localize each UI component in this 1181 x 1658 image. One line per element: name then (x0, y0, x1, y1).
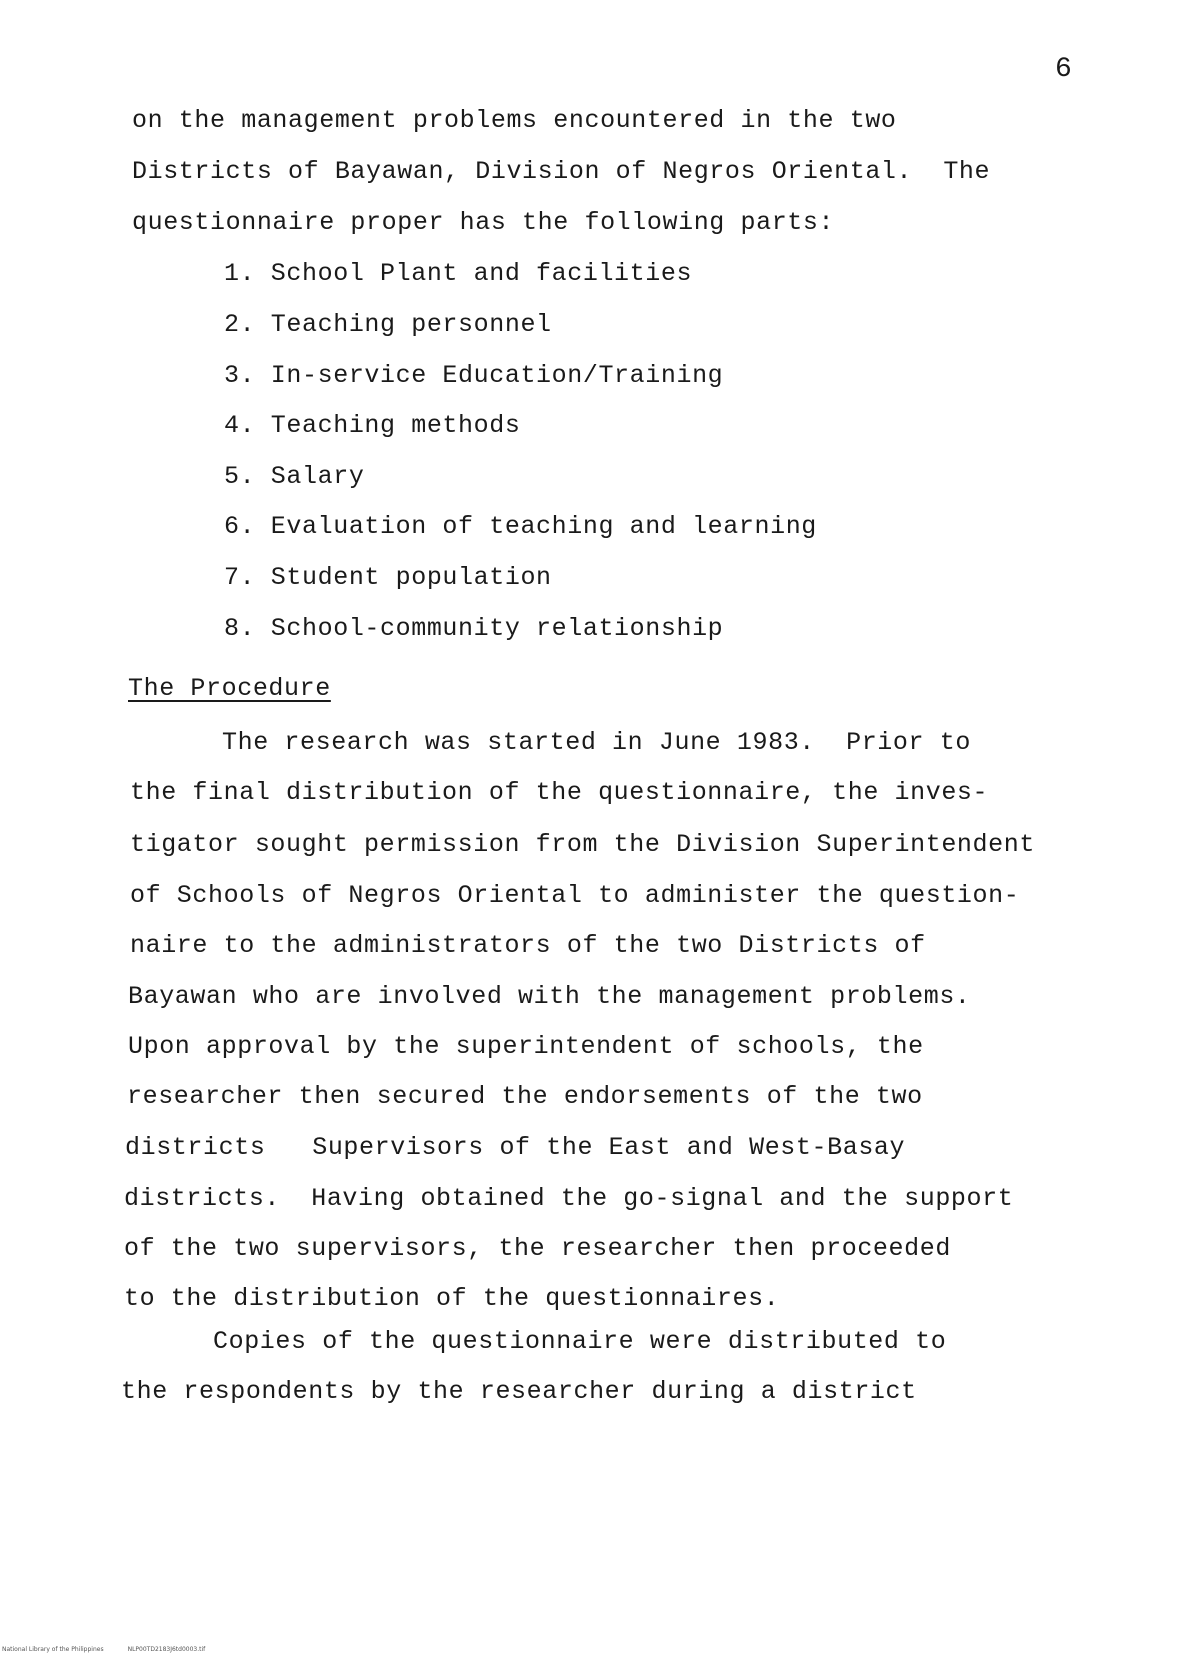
paragraph1-line-12: to the distribution of the questionnaires. (124, 1284, 780, 1313)
intro-line-1: on the management problems encountered in the two (132, 106, 897, 135)
paragraph2-line-1: Copies of the questionnaire were distributed to (213, 1327, 947, 1356)
paragraph1-line-11: of the two supervisors, the researcher then proceeded (124, 1234, 951, 1263)
footer-library: National Library of the Philippines (2, 1646, 104, 1653)
footer-file-id: NLP00TD2183J6td0003.tif (127, 1646, 206, 1653)
paragraph1-line-8: researcher then secured the endorsements of the two (127, 1082, 923, 1111)
paragraph2-line-2: the respondents by the researcher during a district (121, 1377, 917, 1406)
part-item-2: 2. Teaching personnel (224, 310, 552, 339)
scan-footer (2, 1646, 229, 1653)
paragraph1-line-9: districts Supervisors of the East and West-Basay (125, 1133, 906, 1162)
part-item-1: 1. School Plant and facilities (224, 259, 693, 288)
paragraph1-line-7: Upon approval by the superintendent of schools, the (128, 1032, 924, 1061)
part-item-5: 5. Salary (224, 462, 365, 491)
paragraph1-line-3: tigator sought permission from the Division Superintendent (130, 830, 1035, 859)
part-item-6: 6. Evaluation of teaching and learning (224, 512, 817, 541)
part-item-8: 8. School-community relationship (224, 614, 724, 643)
paragraph1-line-4: of Schools of Negros Oriental to administer the question- (130, 881, 1020, 910)
part-item-4: 4. Teaching methods (224, 411, 521, 440)
paragraph1-line-5: naire to the administrators of the two Districts of (130, 931, 926, 960)
part-item-3: 3. In-service Education/Training (224, 361, 724, 390)
intro-line-3: questionnaire proper has the following parts: (132, 208, 835, 237)
paragraph1-line-2: the final distribution of the questionnaire, the inves- (130, 778, 989, 807)
paragraph1-line-6: Bayawan who are involved with the management problems. (128, 982, 971, 1011)
paragraph1-line-10: districts. Having obtained the go-signal and the support (124, 1184, 1014, 1213)
section-heading: The Procedure (128, 674, 331, 703)
intro-line-2: Districts of Bayawan, Division of Negros Oriental. The (132, 157, 991, 186)
paragraph1-line-1: The research was started in June 1983. Prior to (222, 728, 971, 757)
part-item-7: 7. Student population (224, 563, 552, 592)
page-number: 6 (1055, 54, 1073, 85)
